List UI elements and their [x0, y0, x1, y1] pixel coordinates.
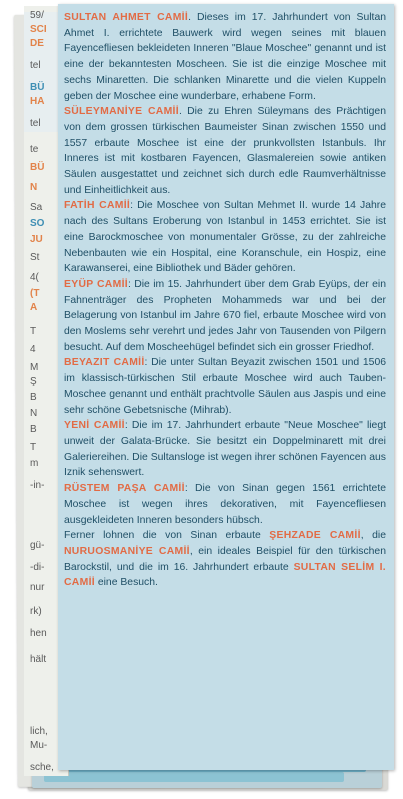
- paragraph-fatih: [64, 198, 386, 277]
- paragraph-ruestem-pasa: [64, 481, 386, 528]
- left-page-fragment: rk): [30, 606, 42, 617]
- closing-text: eine Besuch.: [94, 577, 158, 589]
- left-page-fragment: hen: [30, 628, 47, 639]
- left-page-fragment: T: [30, 442, 37, 453]
- mosque-description: : Die Moschee von Sultan Mehmet II. wurde 14 Jahre nach des Sultans Eroberung von Istanbul in 1453 errichtet. Sie ist eine Barockmoschee von monumentaler Grösse, zu der zahlreiche Nebenbauten wie ein Hospital, eine Koranschule, ein Hospiz, eine Karawanserei, eine Bibliothek und Bäder gehören.: [64, 200, 386, 275]
- left-page-fragment: Mu-: [30, 740, 48, 751]
- mosque-heading: FATİH CAMİİ: [64, 200, 131, 212]
- mosque-description: . Dieses im 17. Jahrhundert von Sultan Ahmet I. errichtete Bauwerk wird wegen seines mit blauen Fayencefliesen bekleideten Inneren "Blaue Moschee" genannt und ist eine der bekanntesten Moscheen. Sie ist die einzige Moschee mit sechs Minaretten. Die schlanken Minarette und die vielen Kuppeln geben der Moschee eine wunderbare, erhabene Form.: [64, 12, 386, 102]
- mosque-description: : Die im 15. Jahrhundert über dem Grab Eyüps, der ein Fahnenträger des Propheten Mohammeds war und bei der Belagerung von Istanbul im Jahre 670 fiel, erbaute Moschee wird von den Moslems sehr verehrt und jedes Jahr von Tausenden von Pilgern besucht. Auf dem Moscheehügel befindet sich ein grosser Friedhof.: [64, 278, 387, 353]
- mosque-heading: ŞEHZADE CAMİİ: [269, 530, 361, 542]
- left-page-fragment: St: [30, 252, 40, 263]
- mosque-description: : Die unter Sultan Beyazit zwischen 1501 und 1506 im klassisch-türkischen Stil erbaute Moschee wird auch Tauben-Moschee genannt und enthält prachtvolle Säulen aus Jaspis und eine sehr schöne Gebetsnische (Mihrab).: [64, 357, 387, 416]
- paragraph-beyazit: [64, 355, 386, 418]
- paragraph-yeni: [64, 418, 386, 481]
- left-page-fragment: BÜ: [30, 82, 45, 93]
- paragraph-eyuep: [64, 277, 386, 356]
- mosque-heading: SULTAN AHMET CAMİİ: [64, 12, 189, 23]
- left-page-fragment: N: [30, 182, 38, 193]
- left-page-fragment: m: [30, 458, 39, 469]
- closing-text: , ein ideales Beispiel für den türkischen Barockstil, und die im 16. Jahrhundert erbaute: [64, 545, 386, 573]
- paragraph-sultan-ahmet: [64, 10, 386, 104]
- left-page-fragment: SO: [30, 218, 45, 229]
- left-page-fragment: te: [30, 144, 39, 155]
- left-page-fragment: lich,: [30, 726, 48, 737]
- left-page-fragment: SCI: [30, 24, 47, 35]
- left-page-fragment: T: [30, 326, 37, 337]
- paragraph-sueleymaniye: [64, 104, 386, 198]
- paragraph-closing: [64, 528, 386, 591]
- mosque-heading: NURUOSMANİYE CAMİİ: [64, 545, 190, 557]
- left-page-fragment: BÜ: [30, 162, 45, 173]
- left-page-fragment: 59/: [30, 10, 44, 21]
- mosque-description: . Die zu Ehren Süleymans des Prächtigen von dem grossen türkischen Baumeister Sinan zwischen 1550 und 1557 erbaute Moschee ist eine der prunkvollsten Istanbuls. Ihr Inneres ist mit kostbaren Fayencen, Glasmalereien sowie antiken Säulen ausgestattet und zeichnet sich durch edle Raumverhältnisse und Einheitlichkeit aus.: [64, 106, 386, 196]
- left-page-fragment: sche,: [30, 762, 54, 773]
- mosque-descriptions: [64, 10, 386, 591]
- mosque-heading: YENİ CAMİİ: [64, 420, 125, 432]
- left-page-fragment: -in-: [30, 480, 45, 491]
- left-page-fragment: tel: [30, 118, 41, 129]
- left-page-fragment: HA: [30, 96, 45, 107]
- mosque-heading: BEYAZIT CAMİİ: [64, 357, 145, 369]
- mosque-heading: SULTAN SELİM I. CAMİİ: [64, 561, 386, 589]
- left-page-fragment: M: [30, 362, 39, 373]
- left-page-fragment: 4(: [30, 272, 39, 283]
- page-edge-strip: [44, 772, 344, 782]
- mosque-heading: EYÜP CAMİİ: [64, 278, 128, 290]
- left-page-fragment: Sa: [30, 202, 43, 213]
- left-page-fragment: Ş: [30, 376, 37, 387]
- mosque-heading: SÜLEYMANİYE CAMİİ: [64, 106, 179, 118]
- left-page-fragment: B: [30, 424, 37, 435]
- mosque-description: : Die von Sinan gegen 1561 errichtete Moschee ist wegen ihres dekorativen, mit Fayencefliesen ausgekleideten Inneren besonders hübsch.: [64, 483, 386, 526]
- left-page-fragment: gü-: [30, 540, 45, 551]
- left-page-fragment: nur: [30, 582, 45, 593]
- closing-text: Ferner lohnen die von Sinan erbaute: [64, 530, 270, 542]
- left-page-fragment: (T: [30, 288, 40, 299]
- left-page-fragment: tel: [30, 60, 41, 71]
- closing-text: , die: [360, 530, 387, 542]
- left-page-fragment: DE: [30, 38, 44, 49]
- left-page-fragment: A: [30, 302, 38, 313]
- left-page-fragment: B: [30, 392, 37, 403]
- left-page-fragment: JU: [30, 234, 43, 245]
- mosque-description: : Die im 17. Jahrhundert erbaute "Neue Moschee" liegt unweit der Galata-Brücke. Sie besitzt ein Doppelminarett mit drei Galeriereihen. Die Sultansloge ist wegen ihrer schönen Fayencen aus Iznik sehenswert.: [64, 420, 387, 479]
- brochure-page: [58, 4, 394, 770]
- left-page-fragment: -di-: [30, 562, 45, 573]
- left-page-fragment: 4: [30, 344, 36, 355]
- left-page-fragment: N: [30, 408, 38, 419]
- mosque-heading: RÜSTEM PAŞA CAMİİ: [64, 483, 185, 495]
- left-page-fragment: hält: [30, 654, 47, 665]
